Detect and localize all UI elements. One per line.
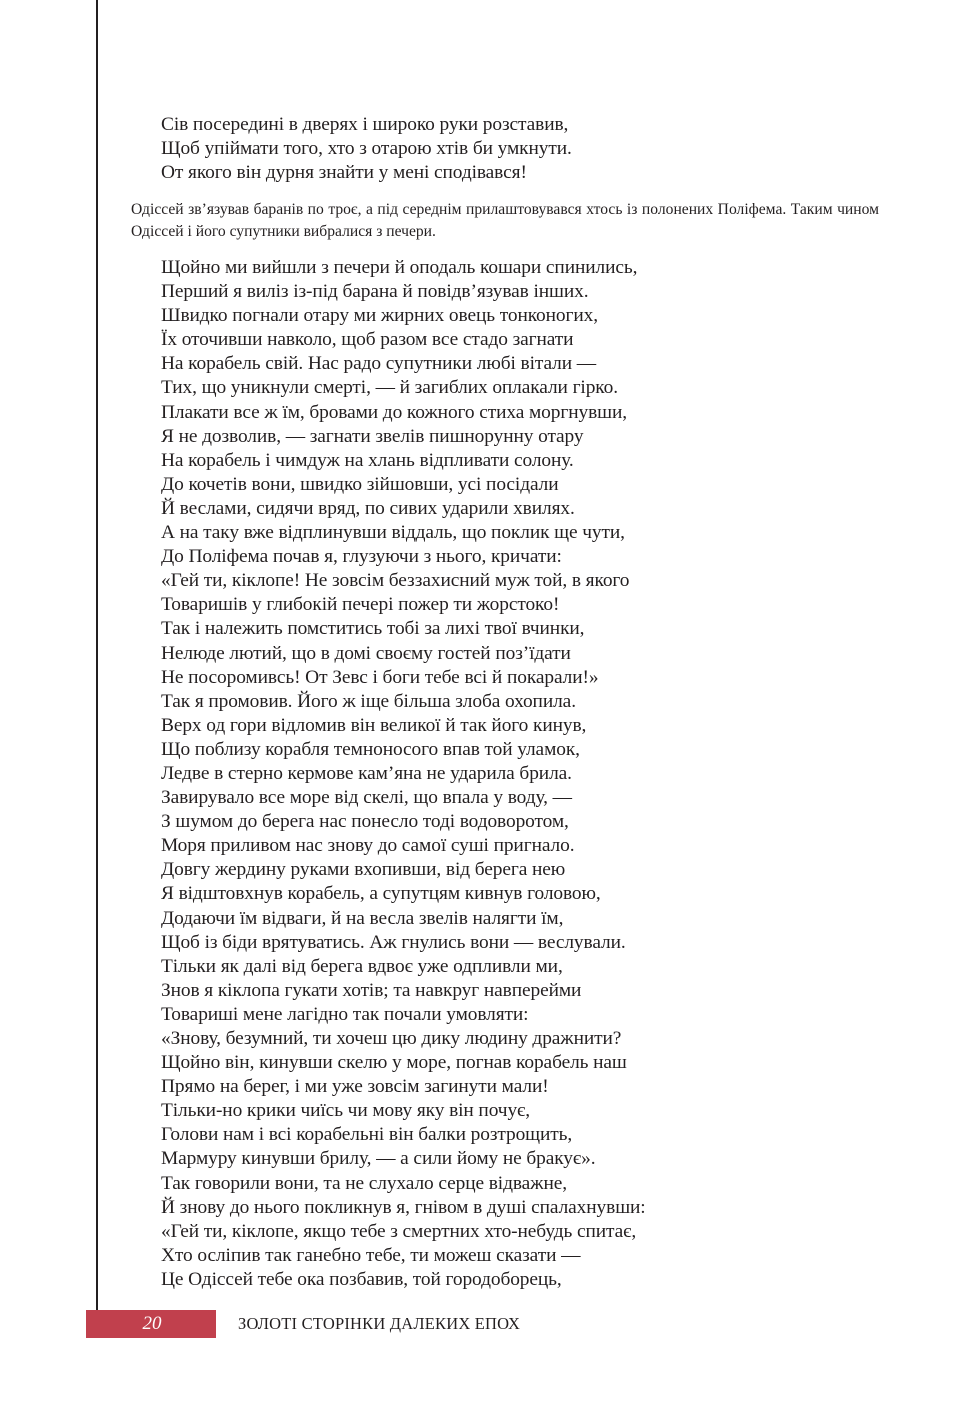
verse-line: Плакати все ж їм, бровами до кожного стиха моргнувши, (161, 401, 628, 423)
verse-line: Щоб упіймати того, хто з отарою хтів би умкнути. (161, 138, 572, 160)
margin-rule (96, 0, 98, 1337)
verse-line: Й знову до нього покликнув я, гнівом в душі спалахнувши: (161, 1196, 646, 1218)
verse-line: Так я промовив. Його ж іще більша злоба охопила. (161, 690, 576, 712)
verse-line: «Гей ти, кіклопе! Не зовсім беззахисний муж той, в якого (161, 570, 630, 592)
verse-line: Це Одіссей тебе ока позбавив, той городоборець, (161, 1268, 562, 1290)
verse-line: Їх оточивши навколо, щоб разом все стадо загнати (161, 329, 574, 351)
page-number: 20 (142, 1313, 162, 1334)
running-title: ЗОЛОТІ СТОРІНКИ ДАЛЕКИХ ЕПОХ (238, 1314, 521, 1333)
verse-line: Завирувало все море від скелі, що впала у воду, — (161, 787, 572, 809)
verse-line: Так і належить помститись тобі за лихі твої вчинки, (161, 618, 585, 640)
verse-line: Товариші мене лагідно так почали умовляти: (161, 1003, 529, 1025)
verse-line: Перший я виліз із-під барана й повідв’язував інших. (161, 281, 589, 303)
verse-line: Що поблизу корабля темноносого впав той уламок, (161, 738, 580, 760)
verse-line: Щоб із біди врятуватись. Аж гнулись вони — веслували. (161, 931, 626, 953)
verse-line: Прямо на берег, і ми уже зовсім загинути мали! (161, 1076, 549, 1098)
verse-line: От якого він дурня знайти у мені сподівався! (161, 162, 527, 184)
verse-line: Верх од гори відломив він великої й так його кинув, (161, 714, 587, 736)
verse-line: Тих, що уникнули смерті, — й загиблих оплакали гірко. (161, 377, 618, 399)
verse-line: Ледве в стерно кермове кам’яна не ударила брила. (161, 762, 572, 784)
verse-line: На корабель і чимдуж на хлань відпливати солону. (161, 449, 574, 471)
verse-line: Й веслами, сидячи вряд, по сивих ударили хвилях. (161, 497, 575, 519)
verse-line: Товаришів у глибокій печері пожер ти жорстоко! (161, 594, 560, 616)
verse-line: Швидко погнали отару ми жирних овець тонконогих, (161, 305, 598, 327)
verse-line: З шумом до берега нас понесло тоді водоворотом, (161, 811, 569, 833)
verse-line: «Гей ти, кіклопе, якщо тебе з смертних хто-небудь спитає, (161, 1220, 637, 1242)
verse-line: До кочетів вони, швидко зійшовши, усі посідали (161, 473, 559, 495)
verse-line: До Поліфема почав я, глузуючи з нього, кричати: (161, 546, 562, 568)
verse-line: Моря приливом нас знову до самої суші пригнало. (161, 835, 575, 857)
verse-line: Хто осліпив так ганебно тебе, ти можеш сказати — (161, 1244, 581, 1266)
verse-line: Мармуру кинувши брилу, — а сили йому не бракує». (161, 1148, 596, 1170)
verse-block-1 (161, 113, 572, 185)
verse-line: Знов я кіклопа гукати хотів; та навкруг навперейми (161, 979, 582, 1001)
verse-line: «Знову, безумний, ти хочеш цю дику людину дражнити? (161, 1028, 622, 1049)
verse-line: Я не дозволив, — загнати звелів пишнорунну отару (161, 425, 584, 447)
summary-paragraph: Одіссей зв’язував баранів по троє, а під середнім прилаштовувався хтось із полонених Поліфема. Таким чином Одіссей і його супутники вибралися з печери. (131, 201, 879, 240)
verse-line: Довгу жердину руками вхопивши, від берега нею (161, 859, 566, 881)
verse-block-2 (161, 256, 646, 1292)
verse-line: Я відштовхнув корабель, а супутцям кивнув головою, (161, 883, 601, 905)
verse-line: Нелюде лютий, що в домі своєму гостей поз’їдати (161, 642, 571, 664)
verse-line: Тільки як далі від берега вдвоє уже одпливли ми, (161, 955, 563, 977)
verse-line: Щойно ми вийшли з печери й оподаль кошари спинились, (161, 257, 638, 278)
verse-line: Додаючи їм відваги, й на весла звелів налягти їм, (161, 907, 564, 929)
verse-line: Щойно він, кинувши скелю у море, погнав корабель наш (161, 1052, 627, 1074)
verse-line: Сів посередині в дверях і широко руки розставив, (161, 114, 569, 135)
verse-line: Не посоромивсь! От Зевс і боги тебе всі й покарали!» (161, 666, 599, 688)
verse-line: Так говорили вони, та не слухало серце відважне, (161, 1172, 567, 1194)
verse-line: Голови нам і всі корабельні він балки розтрощить, (161, 1124, 573, 1146)
verse-line: Тільки-но крики чиїсь чи мову яку він почує, (161, 1100, 531, 1122)
verse-line: А на таку вже відплинувши віддаль, що поклик ще чути, (161, 522, 625, 544)
verse-line: На корабель свій. Нас радо супутники любі вітали — (161, 353, 597, 375)
